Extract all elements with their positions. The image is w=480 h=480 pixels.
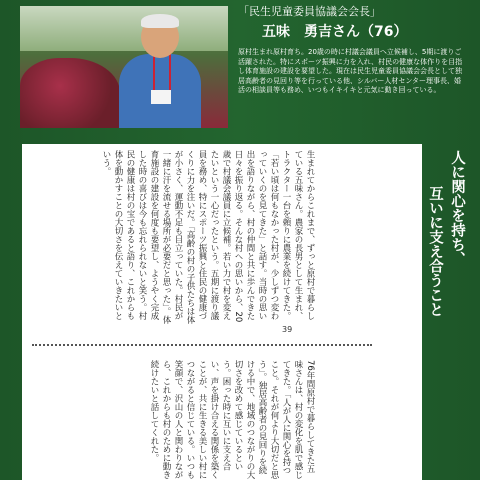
headline-line-3: 共に生きる美しい村を目指して	[405, 256, 422, 459]
headline-line-1: 人に関心を持ち、	[449, 150, 466, 266]
section-divider	[32, 344, 372, 346]
person-lanyard	[153, 54, 171, 94]
person-hair	[141, 14, 179, 28]
person-name: 五味 勇吉さん（76）	[262, 24, 408, 40]
portrait-photo	[20, 6, 228, 128]
article-body-bottom: 76年間原村で暮らしてきた五味さんは、村の変化を肌で感じてきた。「人が人に関心を持つこと。それが何より大切だと思う」。独居高齢者の見回りを続ける中で、地域のつながりの大切さを改めて感じているという。困った時に互いに支え合い、声を掛け合える関係を築くことが、共に生きる美しい村につながると信じている。いつも笑顔で、沢山の人と関わりながら、これからも村のために動き続けたいと話してくれた。	[149, 360, 315, 479]
portrait-person	[115, 12, 205, 128]
article-body-top: 生まれてからこれまで、ずっと原村で暮らしている五味さん。農家の長男として生まれ、トラクター一台を頼りに農業を続けてきた。「若い頃は何もなかった村が、少しずつ変わっていくのを見てきた」と話す。当時の思い出を語りながら、村の仲間と共に歩んできた日々を振り返る。そんな村への思いから、20歳で村議会議員に立候補。若い力で村を変えたいという一心だったという。五期に渡り議員を務め、特にスポーツ振興と住民の健康づくりに力を注いだ。「高齢の村の子供たちは体が小さく、運動不足も目立っていた。村民が一緒に汗を流せる場所が必要だと思った」。体育施設の建設を何度も要望し、ようやく完成した時の喜びは今も忘れられないと笑う。村民の健康は村の宝であると語り、これからも体を動かすことの大切さを伝えていきたいという。	[101, 150, 315, 325]
headline-line-2: 互いに支え合うこと	[427, 186, 444, 317]
role-title: 「民生児童委員協議会会長」	[238, 5, 381, 18]
person-badge	[151, 90, 171, 104]
page-number: 39	[282, 325, 293, 334]
photo-flowers	[20, 58, 120, 128]
person-bio: 原村生まれ原村育ち。20歳の時に村議会議員へ立候補し、5期に渡りご活躍された。特にスポーツ振興に力を入れ、村民の健康な体作りを目指し体育施設の建設を要望した。現在は民生児童委員協議会会長として独居高齢者の見回り等を行っている他、シルバー人材センター理事長、婚活の相談員等も務め、いつもイキイキと元気に動き回っている。	[238, 48, 463, 95]
